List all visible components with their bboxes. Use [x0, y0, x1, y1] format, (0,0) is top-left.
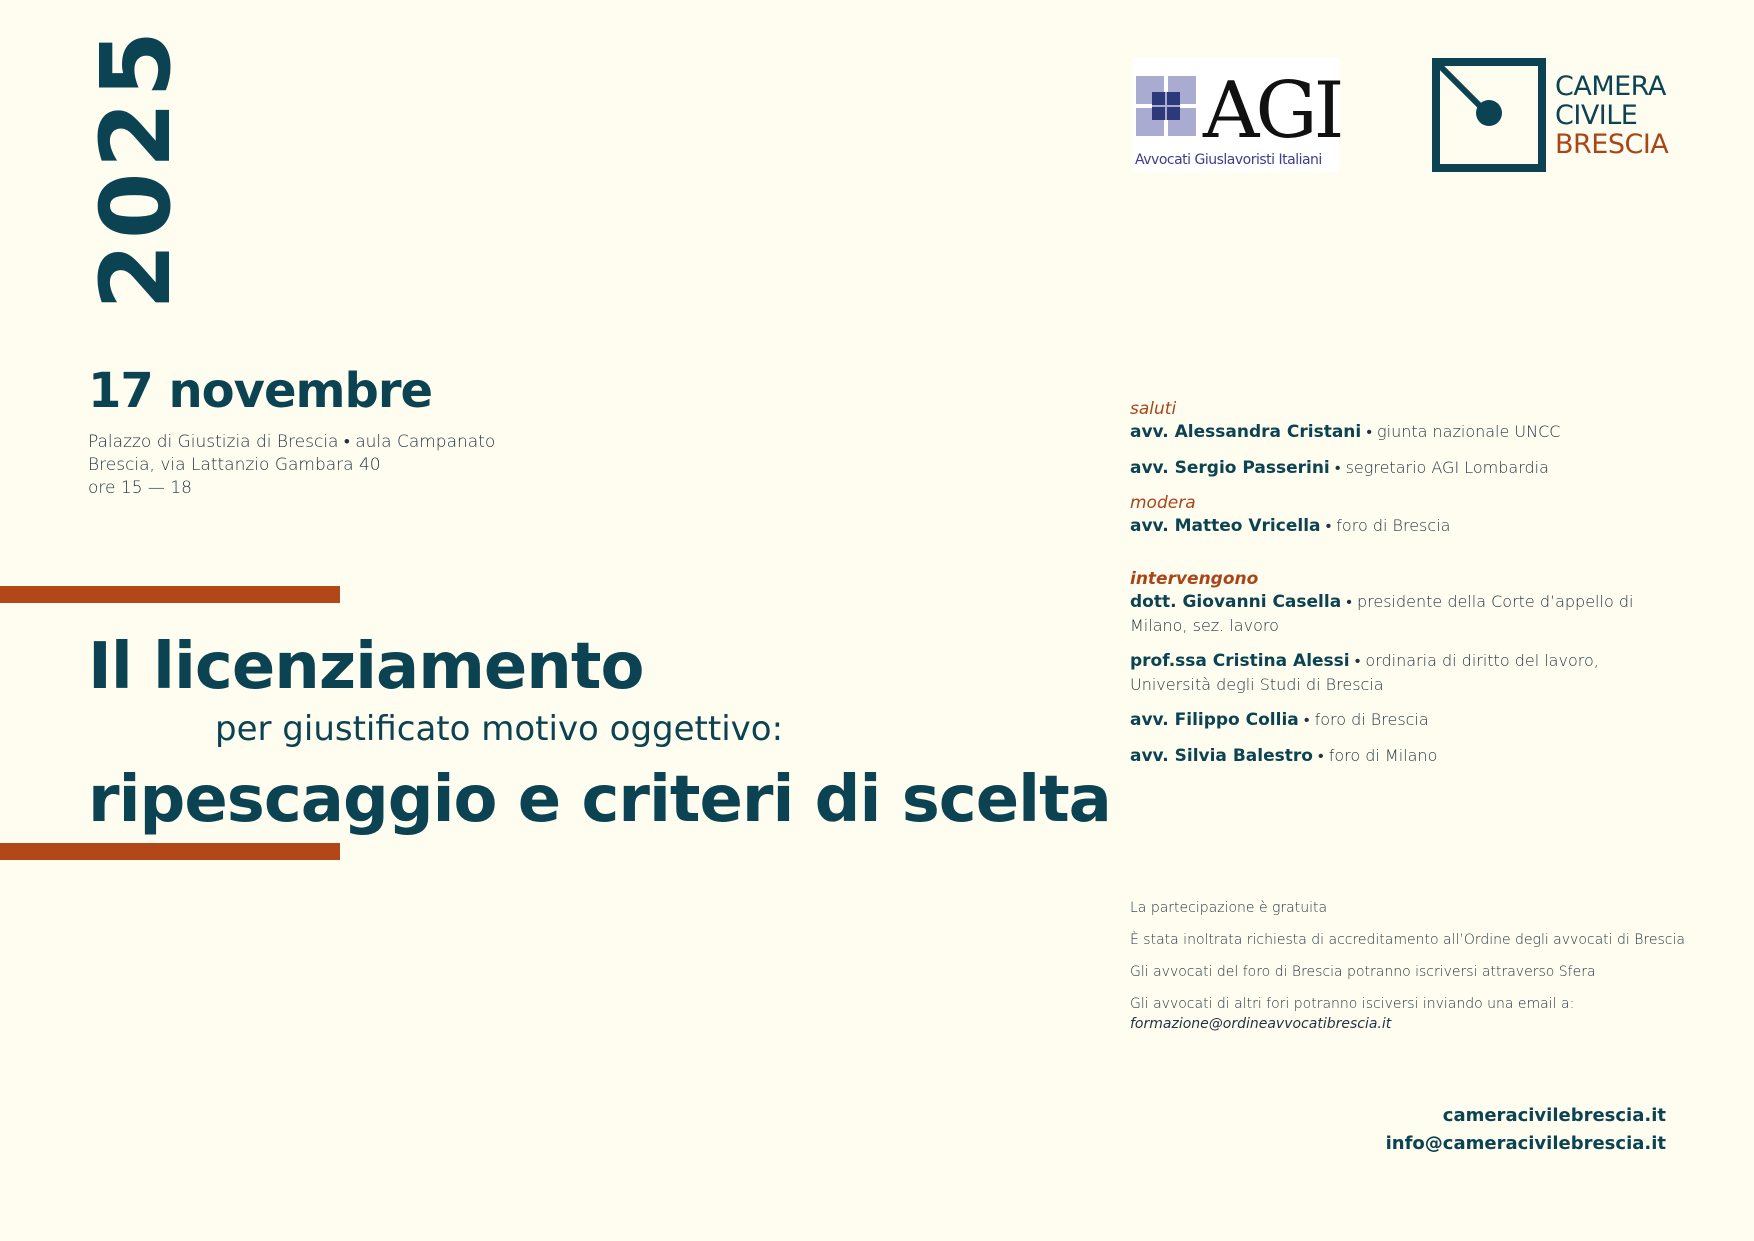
agi-wordmark: AGI: [1203, 66, 1341, 156]
contact-email-link[interactable]: info@cameracivilebrescia.it: [1385, 1133, 1666, 1154]
speaker-role: segretario AGI Lombardia: [1345, 458, 1549, 477]
speaker-role: foro di Brescia: [1314, 710, 1429, 729]
camera-civile-wordmark: [1555, 72, 1668, 159]
speaker-name: prof.ssa Cristina Alessi: [1130, 651, 1350, 671]
speaker-role: ordinaria di diritto del lavoro, Università degli Studi di Brescia: [1130, 651, 1599, 694]
speaker-name: avv. Sergio Passerini: [1130, 458, 1330, 478]
note-free-participation: La partecipazione è gratuita: [1130, 900, 1328, 916]
note-other-registration: Gli avvocati di altri fori potranno isciversi inviando una email a:: [1130, 996, 1575, 1012]
speaker-role: foro di Brescia: [1336, 516, 1451, 535]
note-sfera-registration: Gli avvocati del foro di Brescia potranno iscriversi attraverso Sfera: [1130, 964, 1596, 980]
website-link[interactable]: cameracivilebrescia.it: [1442, 1105, 1666, 1126]
speaker-role: giunta nazionale UNCC: [1377, 422, 1561, 441]
speaker-entry: [1130, 590, 1670, 637]
speaker-entry: [1130, 456, 1670, 480]
contact-block: [1386, 1102, 1666, 1158]
ccb-line-brescia: BRESCIA: [1555, 129, 1669, 160]
speaker-entry: [1130, 649, 1670, 696]
program-list: [1130, 394, 1670, 780]
speaker-name: avv. Alessandra Cristani: [1130, 422, 1362, 442]
bullet: •: [1346, 592, 1352, 611]
event-date: 17 novembre: [88, 363, 433, 419]
speaker-name: avv. Filippo Collia: [1130, 710, 1299, 730]
section-label-modera: modera: [1130, 493, 1196, 513]
venue-line-address: Brescia, via Lattanzio Gambara 40: [88, 455, 381, 475]
accent-bar-bottom: [0, 843, 340, 860]
speaker-role: presidente della Corte d’appello di Milano, sez. lavoro: [1130, 592, 1634, 635]
year-heading: 2025: [80, 26, 192, 310]
info-notes: [1130, 898, 1690, 1046]
ccb-line-civile: CIVILE: [1555, 100, 1638, 131]
agi-subtitle: Avvocati Giuslavoristi Italiani: [1135, 152, 1322, 168]
ccb-line-camera: CAMERA: [1555, 71, 1666, 102]
accent-bar-top: [0, 586, 340, 603]
section-label-saluti: saluti: [1130, 399, 1177, 419]
venue-line-time: ore 15 — 18: [88, 478, 192, 498]
section-label-intervengono: intervengono: [1130, 569, 1259, 589]
speaker-entry: [1130, 708, 1670, 732]
speaker-name: avv. Matteo Vricella: [1130, 516, 1321, 536]
event-title-topic: ripescaggio e criteri di scelta: [88, 763, 1111, 837]
registration-email-link[interactable]: formazione@ordineavvocatibrescia.it: [1130, 1016, 1392, 1032]
speaker-role: foro di Milano: [1328, 746, 1438, 765]
speaker-entry: [1130, 744, 1670, 768]
speaker-name: dott. Giovanni Casella: [1130, 592, 1342, 612]
venue-block: [88, 431, 495, 500]
event-title-main: Il licenziamento: [88, 630, 644, 704]
bullet: •: [1325, 516, 1332, 535]
bullet: •: [1366, 422, 1372, 441]
camera-civile-logo: [1432, 58, 1546, 172]
bullet: •: [1303, 710, 1310, 729]
bullet: •: [1318, 746, 1324, 765]
speaker-entry: [1130, 514, 1670, 538]
bullet: •: [1354, 651, 1361, 670]
note-accreditation: È stata inoltrata richiesta di accreditamento all’Ordine degli avvocati di Brescia: [1130, 932, 1685, 948]
speaker-name: avv. Silvia Balestro: [1130, 746, 1313, 766]
bullet: •: [1334, 458, 1341, 477]
venue-line-location: Palazzo di Giustizia di Brescia • aula Campanato: [88, 432, 496, 452]
speaker-entry: [1130, 420, 1670, 444]
event-title-subtitle: per giustificato motivo oggettivo:: [215, 709, 784, 749]
